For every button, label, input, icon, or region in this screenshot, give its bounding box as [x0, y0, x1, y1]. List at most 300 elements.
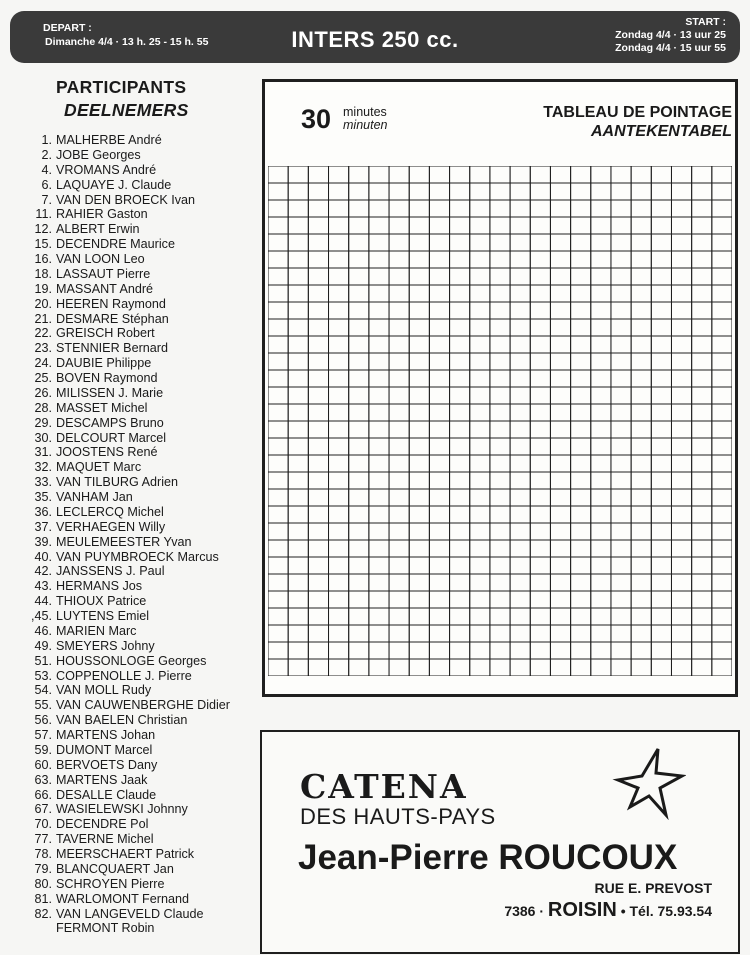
- grid-cell[interactable]: [591, 574, 611, 591]
- grid-cell[interactable]: [510, 438, 530, 455]
- grid-cell[interactable]: [268, 455, 288, 472]
- grid-cell[interactable]: [530, 523, 550, 540]
- grid-cell[interactable]: [450, 166, 470, 183]
- grid-cell[interactable]: [268, 234, 288, 251]
- grid-cell[interactable]: [288, 574, 308, 591]
- grid-cell[interactable]: [369, 574, 389, 591]
- grid-cell[interactable]: [530, 353, 550, 370]
- grid-cell[interactable]: [591, 166, 611, 183]
- grid-cell[interactable]: [651, 234, 671, 251]
- grid-cell[interactable]: [349, 625, 369, 642]
- grid-cell[interactable]: [712, 438, 732, 455]
- grid-cell[interactable]: [712, 370, 732, 387]
- grid-cell[interactable]: [591, 217, 611, 234]
- grid-cell[interactable]: [671, 455, 691, 472]
- grid-cell[interactable]: [369, 557, 389, 574]
- grid-cell[interactable]: [692, 200, 712, 217]
- grid-cell[interactable]: [671, 319, 691, 336]
- grid-cell[interactable]: [389, 251, 409, 268]
- grid-cell[interactable]: [450, 353, 470, 370]
- grid-cell[interactable]: [349, 251, 369, 268]
- grid-cell[interactable]: [510, 234, 530, 251]
- grid-cell[interactable]: [429, 659, 449, 676]
- grid-cell[interactable]: [329, 506, 349, 523]
- grid-cell[interactable]: [651, 557, 671, 574]
- grid-cell[interactable]: [631, 506, 651, 523]
- grid-cell[interactable]: [591, 234, 611, 251]
- grid-cell[interactable]: [389, 472, 409, 489]
- grid-cell[interactable]: [450, 574, 470, 591]
- grid-cell[interactable]: [329, 166, 349, 183]
- grid-cell[interactable]: [329, 285, 349, 302]
- grid-cell[interactable]: [591, 183, 611, 200]
- grid-cell[interactable]: [692, 591, 712, 608]
- grid-cell[interactable]: [429, 336, 449, 353]
- grid-cell[interactable]: [692, 234, 712, 251]
- grid-cell[interactable]: [369, 217, 389, 234]
- grid-cell[interactable]: [308, 506, 328, 523]
- grid-cell[interactable]: [349, 285, 369, 302]
- grid-cell[interactable]: [651, 608, 671, 625]
- grid-cell[interactable]: [550, 608, 570, 625]
- grid-cell[interactable]: [510, 285, 530, 302]
- grid-cell[interactable]: [712, 608, 732, 625]
- grid-cell[interactable]: [712, 166, 732, 183]
- grid-cell[interactable]: [389, 404, 409, 421]
- grid-cell[interactable]: [550, 540, 570, 557]
- grid-cell[interactable]: [530, 183, 550, 200]
- grid-cell[interactable]: [671, 200, 691, 217]
- grid-cell[interactable]: [429, 540, 449, 557]
- grid-cell[interactable]: [288, 421, 308, 438]
- grid-cell[interactable]: [288, 523, 308, 540]
- grid-cell[interactable]: [651, 421, 671, 438]
- grid-cell[interactable]: [692, 353, 712, 370]
- grid-cell[interactable]: [450, 387, 470, 404]
- grid-cell[interactable]: [329, 438, 349, 455]
- grid-cell[interactable]: [349, 319, 369, 336]
- grid-cell[interactable]: [308, 489, 328, 506]
- grid-cell[interactable]: [671, 625, 691, 642]
- grid-cell[interactable]: [571, 574, 591, 591]
- grid-cell[interactable]: [429, 183, 449, 200]
- grid-cell[interactable]: [329, 625, 349, 642]
- grid-cell[interactable]: [389, 540, 409, 557]
- grid-cell[interactable]: [268, 404, 288, 421]
- grid-cell[interactable]: [651, 591, 671, 608]
- grid-cell[interactable]: [510, 608, 530, 625]
- grid-cell[interactable]: [651, 489, 671, 506]
- grid-cell[interactable]: [429, 438, 449, 455]
- grid-cell[interactable]: [409, 659, 429, 676]
- grid-cell[interactable]: [611, 234, 631, 251]
- grid-cell[interactable]: [692, 421, 712, 438]
- grid-cell[interactable]: [329, 608, 349, 625]
- grid-cell[interactable]: [490, 608, 510, 625]
- grid-cell[interactable]: [510, 302, 530, 319]
- grid-cell[interactable]: [389, 506, 409, 523]
- grid-cell[interactable]: [308, 523, 328, 540]
- grid-cell[interactable]: [611, 200, 631, 217]
- grid-cell[interactable]: [349, 523, 369, 540]
- grid-cell[interactable]: [671, 353, 691, 370]
- grid-cell[interactable]: [470, 217, 490, 234]
- grid-cell[interactable]: [470, 540, 490, 557]
- grid-cell[interactable]: [349, 421, 369, 438]
- grid-cell[interactable]: [268, 557, 288, 574]
- grid-cell[interactable]: [490, 574, 510, 591]
- grid-cell[interactable]: [692, 489, 712, 506]
- grid-cell[interactable]: [329, 234, 349, 251]
- grid-cell[interactable]: [530, 574, 550, 591]
- grid-cell[interactable]: [611, 659, 631, 676]
- grid-cell[interactable]: [550, 370, 570, 387]
- grid-cell[interactable]: [671, 387, 691, 404]
- grid-cell[interactable]: [308, 370, 328, 387]
- grid-cell[interactable]: [651, 251, 671, 268]
- grid-cell[interactable]: [369, 166, 389, 183]
- grid-cell[interactable]: [450, 591, 470, 608]
- grid-cell[interactable]: [530, 319, 550, 336]
- grid-cell[interactable]: [530, 285, 550, 302]
- grid-cell[interactable]: [712, 200, 732, 217]
- grid-cell[interactable]: [268, 591, 288, 608]
- grid-cell[interactable]: [712, 183, 732, 200]
- grid-cell[interactable]: [712, 455, 732, 472]
- grid-cell[interactable]: [429, 489, 449, 506]
- grid-cell[interactable]: [631, 404, 651, 421]
- grid-cell[interactable]: [429, 455, 449, 472]
- grid-cell[interactable]: [409, 642, 429, 659]
- grid-cell[interactable]: [611, 472, 631, 489]
- grid-cell[interactable]: [611, 319, 631, 336]
- grid-cell[interactable]: [671, 166, 691, 183]
- grid-cell[interactable]: [490, 506, 510, 523]
- grid-cell[interactable]: [268, 523, 288, 540]
- grid-cell[interactable]: [571, 251, 591, 268]
- grid-cell[interactable]: [692, 404, 712, 421]
- grid-cell[interactable]: [308, 387, 328, 404]
- grid-cell[interactable]: [651, 200, 671, 217]
- grid-cell[interactable]: [611, 370, 631, 387]
- grid-cell[interactable]: [490, 387, 510, 404]
- grid-cell[interactable]: [490, 489, 510, 506]
- grid-cell[interactable]: [329, 336, 349, 353]
- grid-cell[interactable]: [530, 489, 550, 506]
- grid-cell[interactable]: [611, 591, 631, 608]
- grid-cell[interactable]: [268, 200, 288, 217]
- grid-cell[interactable]: [651, 455, 671, 472]
- grid-cell[interactable]: [409, 387, 429, 404]
- grid-cell[interactable]: [631, 540, 651, 557]
- grid-cell[interactable]: [308, 591, 328, 608]
- grid-cell[interactable]: [550, 472, 570, 489]
- grid-cell[interactable]: [591, 472, 611, 489]
- grid-cell[interactable]: [530, 506, 550, 523]
- grid-cell[interactable]: [329, 421, 349, 438]
- grid-cell[interactable]: [550, 591, 570, 608]
- grid-cell[interactable]: [429, 523, 449, 540]
- grid-cell[interactable]: [349, 183, 369, 200]
- grid-cell[interactable]: [530, 659, 550, 676]
- grid-cell[interactable]: [268, 387, 288, 404]
- grid-cell[interactable]: [349, 574, 369, 591]
- grid-cell[interactable]: [651, 540, 671, 557]
- grid-cell[interactable]: [268, 319, 288, 336]
- grid-cell[interactable]: [349, 455, 369, 472]
- grid-cell[interactable]: [712, 489, 732, 506]
- grid-cell[interactable]: [429, 472, 449, 489]
- grid-cell[interactable]: [712, 557, 732, 574]
- grid-cell[interactable]: [329, 642, 349, 659]
- grid-cell[interactable]: [329, 574, 349, 591]
- grid-cell[interactable]: [288, 591, 308, 608]
- grid-cell[interactable]: [268, 642, 288, 659]
- grid-cell[interactable]: [369, 421, 389, 438]
- grid-cell[interactable]: [450, 540, 470, 557]
- grid-cell[interactable]: [369, 455, 389, 472]
- grid-cell[interactable]: [308, 557, 328, 574]
- grid-cell[interactable]: [329, 353, 349, 370]
- grid-cell[interactable]: [671, 285, 691, 302]
- grid-cell[interactable]: [550, 200, 570, 217]
- grid-cell[interactable]: [450, 251, 470, 268]
- grid-cell[interactable]: [692, 506, 712, 523]
- grid-cell[interactable]: [571, 268, 591, 285]
- grid-cell[interactable]: [571, 319, 591, 336]
- grid-cell[interactable]: [409, 200, 429, 217]
- grid-cell[interactable]: [369, 251, 389, 268]
- grid-cell[interactable]: [510, 455, 530, 472]
- grid-cell[interactable]: [470, 659, 490, 676]
- grid-cell[interactable]: [712, 540, 732, 557]
- grid-cell[interactable]: [712, 234, 732, 251]
- grid-cell[interactable]: [631, 625, 651, 642]
- grid-cell[interactable]: [288, 608, 308, 625]
- grid-cell[interactable]: [631, 421, 651, 438]
- grid-cell[interactable]: [389, 370, 409, 387]
- grid-cell[interactable]: [429, 608, 449, 625]
- grid-cell[interactable]: [571, 472, 591, 489]
- grid-cell[interactable]: [591, 642, 611, 659]
- grid-cell[interactable]: [389, 319, 409, 336]
- grid-cell[interactable]: [651, 370, 671, 387]
- grid-cell[interactable]: [429, 387, 449, 404]
- grid-cell[interactable]: [409, 370, 429, 387]
- grid-cell[interactable]: [530, 625, 550, 642]
- grid-cell[interactable]: [692, 574, 712, 591]
- grid-cell[interactable]: [429, 166, 449, 183]
- grid-cell[interactable]: [369, 200, 389, 217]
- grid-cell[interactable]: [288, 472, 308, 489]
- grid-cell[interactable]: [369, 268, 389, 285]
- grid-cell[interactable]: [389, 625, 409, 642]
- grid-cell[interactable]: [349, 591, 369, 608]
- grid-cell[interactable]: [308, 574, 328, 591]
- grid-cell[interactable]: [308, 166, 328, 183]
- grid-cell[interactable]: [369, 353, 389, 370]
- grid-cell[interactable]: [490, 642, 510, 659]
- grid-cell[interactable]: [268, 353, 288, 370]
- grid-cell[interactable]: [530, 608, 550, 625]
- grid-cell[interactable]: [389, 455, 409, 472]
- grid-cell[interactable]: [692, 625, 712, 642]
- grid-cell[interactable]: [308, 455, 328, 472]
- grid-cell[interactable]: [591, 421, 611, 438]
- grid-cell[interactable]: [591, 455, 611, 472]
- grid-cell[interactable]: [510, 574, 530, 591]
- grid-cell[interactable]: [671, 234, 691, 251]
- grid-cell[interactable]: [591, 387, 611, 404]
- grid-cell[interactable]: [530, 455, 550, 472]
- grid-cell[interactable]: [571, 336, 591, 353]
- grid-cell[interactable]: [450, 200, 470, 217]
- grid-cell[interactable]: [692, 557, 712, 574]
- grid-cell[interactable]: [369, 438, 389, 455]
- grid-cell[interactable]: [550, 319, 570, 336]
- grid-cell[interactable]: [288, 183, 308, 200]
- grid-cell[interactable]: [591, 608, 611, 625]
- grid-cell[interactable]: [409, 438, 429, 455]
- grid-cell[interactable]: [692, 659, 712, 676]
- grid-cell[interactable]: [268, 625, 288, 642]
- grid-cell[interactable]: [631, 370, 651, 387]
- grid-cell[interactable]: [329, 200, 349, 217]
- grid-cell[interactable]: [409, 285, 429, 302]
- grid-cell[interactable]: [389, 421, 409, 438]
- grid-cell[interactable]: [510, 336, 530, 353]
- grid-cell[interactable]: [692, 319, 712, 336]
- grid-cell[interactable]: [429, 574, 449, 591]
- grid-cell[interactable]: [450, 336, 470, 353]
- grid-cell[interactable]: [389, 557, 409, 574]
- grid-cell[interactable]: [409, 251, 429, 268]
- grid-cell[interactable]: [429, 370, 449, 387]
- grid-cell[interactable]: [490, 625, 510, 642]
- grid-cell[interactable]: [389, 574, 409, 591]
- grid-cell[interactable]: [571, 166, 591, 183]
- grid-cell[interactable]: [550, 217, 570, 234]
- grid-cell[interactable]: [288, 540, 308, 557]
- grid-cell[interactable]: [308, 336, 328, 353]
- grid-cell[interactable]: [288, 370, 308, 387]
- grid-cell[interactable]: [349, 404, 369, 421]
- grid-cell[interactable]: [611, 166, 631, 183]
- grid-cell[interactable]: [571, 421, 591, 438]
- grid-cell[interactable]: [651, 285, 671, 302]
- grid-cell[interactable]: [510, 370, 530, 387]
- grid-cell[interactable]: [429, 251, 449, 268]
- grid-cell[interactable]: [530, 268, 550, 285]
- grid-cell[interactable]: [409, 217, 429, 234]
- grid-cell[interactable]: [450, 489, 470, 506]
- grid-cell[interactable]: [389, 642, 409, 659]
- grid-cell[interactable]: [490, 217, 510, 234]
- grid-cell[interactable]: [389, 166, 409, 183]
- grid-cell[interactable]: [288, 166, 308, 183]
- grid-cell[interactable]: [510, 404, 530, 421]
- grid-cell[interactable]: [369, 387, 389, 404]
- grid-cell[interactable]: [288, 625, 308, 642]
- grid-cell[interactable]: [712, 591, 732, 608]
- grid-cell[interactable]: [268, 489, 288, 506]
- grid-cell[interactable]: [530, 404, 550, 421]
- grid-cell[interactable]: [268, 302, 288, 319]
- grid-cell[interactable]: [409, 268, 429, 285]
- grid-cell[interactable]: [288, 455, 308, 472]
- grid-cell[interactable]: [692, 608, 712, 625]
- grid-cell[interactable]: [349, 200, 369, 217]
- grid-cell[interactable]: [490, 438, 510, 455]
- grid-cell[interactable]: [268, 574, 288, 591]
- grid-cell[interactable]: [308, 608, 328, 625]
- grid-cell[interactable]: [530, 336, 550, 353]
- grid-cell[interactable]: [429, 625, 449, 642]
- grid-cell[interactable]: [631, 251, 651, 268]
- grid-cell[interactable]: [571, 625, 591, 642]
- grid-cell[interactable]: [308, 217, 328, 234]
- grid-cell[interactable]: [510, 489, 530, 506]
- grid-cell[interactable]: [470, 557, 490, 574]
- grid-cell[interactable]: [450, 285, 470, 302]
- grid-cell[interactable]: [550, 642, 570, 659]
- grid-cell[interactable]: [651, 217, 671, 234]
- grid-cell[interactable]: [571, 183, 591, 200]
- grid-cell[interactable]: [369, 608, 389, 625]
- grid-cell[interactable]: [571, 523, 591, 540]
- grid-cell[interactable]: [490, 523, 510, 540]
- grid-cell[interactable]: [651, 438, 671, 455]
- grid-cell[interactable]: [631, 455, 651, 472]
- grid-cell[interactable]: [288, 217, 308, 234]
- grid-cell[interactable]: [631, 183, 651, 200]
- grid-cell[interactable]: [389, 268, 409, 285]
- grid-cell[interactable]: [591, 540, 611, 557]
- grid-cell[interactable]: [329, 404, 349, 421]
- grid-cell[interactable]: [530, 370, 550, 387]
- grid-cell[interactable]: [571, 200, 591, 217]
- grid-cell[interactable]: [510, 642, 530, 659]
- grid-cell[interactable]: [591, 438, 611, 455]
- grid-cell[interactable]: [349, 336, 369, 353]
- grid-cell[interactable]: [450, 404, 470, 421]
- grid-cell[interactable]: [631, 166, 651, 183]
- grid-cell[interactable]: [329, 472, 349, 489]
- grid-cell[interactable]: [651, 319, 671, 336]
- grid-cell[interactable]: [349, 642, 369, 659]
- grid-cell[interactable]: [470, 625, 490, 642]
- grid-cell[interactable]: [651, 302, 671, 319]
- grid-cell[interactable]: [349, 217, 369, 234]
- grid-cell[interactable]: [510, 200, 530, 217]
- grid-cell[interactable]: [692, 438, 712, 455]
- grid-cell[interactable]: [288, 251, 308, 268]
- grid-cell[interactable]: [429, 421, 449, 438]
- grid-cell[interactable]: [510, 387, 530, 404]
- grid-cell[interactable]: [308, 302, 328, 319]
- grid-cell[interactable]: [671, 489, 691, 506]
- grid-cell[interactable]: [712, 506, 732, 523]
- grid-cell[interactable]: [671, 370, 691, 387]
- grid-cell[interactable]: [389, 387, 409, 404]
- grid-cell[interactable]: [712, 574, 732, 591]
- grid-cell[interactable]: [450, 183, 470, 200]
- grid-cell[interactable]: [470, 319, 490, 336]
- grid-cell[interactable]: [550, 404, 570, 421]
- grid-cell[interactable]: [671, 336, 691, 353]
- grid-cell[interactable]: [611, 625, 631, 642]
- grid-cell[interactable]: [329, 455, 349, 472]
